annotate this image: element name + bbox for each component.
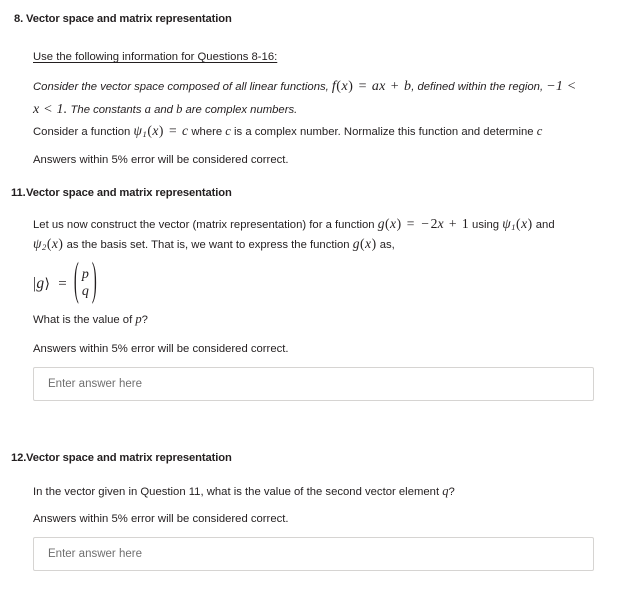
body-mid: as the basis set. That is, we want to express the function [66,238,350,251]
body-using: using [472,219,500,231]
sub-question-tail: ? [141,314,148,326]
sub-question-lead: In the vector given in Question 11, what is the value of the second vector element [33,486,440,498]
vector-element-q: q [81,284,89,299]
question-11-title: Vector space and matrix representation [26,187,232,199]
formula-psi1-equals-c: $\psi_1(x) = c$ [133,123,189,140]
intro-lead: Consider the vector space composed of all linear functions, [33,81,329,93]
formula-g-of-x: g(x) = − 2x + 1 [377,216,469,231]
intro-and: and [154,103,173,116]
question-12-heading [0,452,625,464]
variable-c-final: c [536,124,543,138]
intro-tail-1: The constants [70,103,142,116]
question-8-intro-paragraph [33,76,605,121]
prompt-tail: is a complex number. Normalize this function and determine [234,126,534,138]
prompt-lead: Consider a function [33,126,131,138]
formula-f-of-x: f(x) = ax + b [331,79,412,94]
prompt-mid: where [191,126,223,138]
question-8-tolerance-note: Answers within 5% error will be considered correct. [33,154,289,166]
question-8-number: 8. [14,13,24,25]
formula-psi1: $\psi_1(x)$ [502,216,533,233]
variable-a: a [144,101,151,116]
question-12-tolerance-note: Answers within 5% error will be considered correct. [33,513,289,525]
question-11-heading [0,187,625,199]
question-8-prompt [33,121,605,141]
intro-mid: , defined within the region, [411,81,544,93]
body-tail: as, [379,238,395,251]
shared-info-heading: Use the following information for Questions 8-16: [33,51,278,63]
body-lead: Let us now construct the vector (matrix representation) for a function [33,219,375,231]
body-and: and [535,219,555,231]
column-vector: ( p q ) [73,257,98,308]
question-8-title: Vector space and matrix representation [26,13,232,25]
question-11-number: 11. [11,187,26,199]
sub-question-lead: What is the value of [33,314,133,326]
question-8-heading [0,13,625,25]
range-lower-bound: −1 < [546,79,577,94]
equals-sign: = [58,275,67,292]
question-11-answer-input[interactable] [33,367,594,401]
variable-c: c [225,124,231,138]
question-12-sub-question [33,482,605,500]
sub-question-tail: ? [448,486,455,498]
vector-element-p: p [81,267,89,283]
question-11-body [33,214,605,254]
intro-tail-2: are complex numbers. [185,103,298,116]
formula-psi2: $\psi_2(x)$ [33,235,64,253]
variable-p: p [135,312,142,326]
question-11-sub-question [33,310,605,328]
variable-b: b [176,101,183,116]
question-12-answer-input[interactable] [33,537,594,571]
formula-g-of-x-ref: g(x) [352,235,377,251]
range-upper-bound: x < 1. [33,101,68,117]
ket-vector-equation [33,257,605,308]
question-12-title: Vector space and matrix representation [26,452,232,464]
question-11-tolerance-note: Answers within 5% error will be considered correct. [33,343,289,355]
question-12-number: 12. [11,452,27,464]
variable-q: q [442,484,449,498]
ket-label: |g⟩ [33,275,51,292]
